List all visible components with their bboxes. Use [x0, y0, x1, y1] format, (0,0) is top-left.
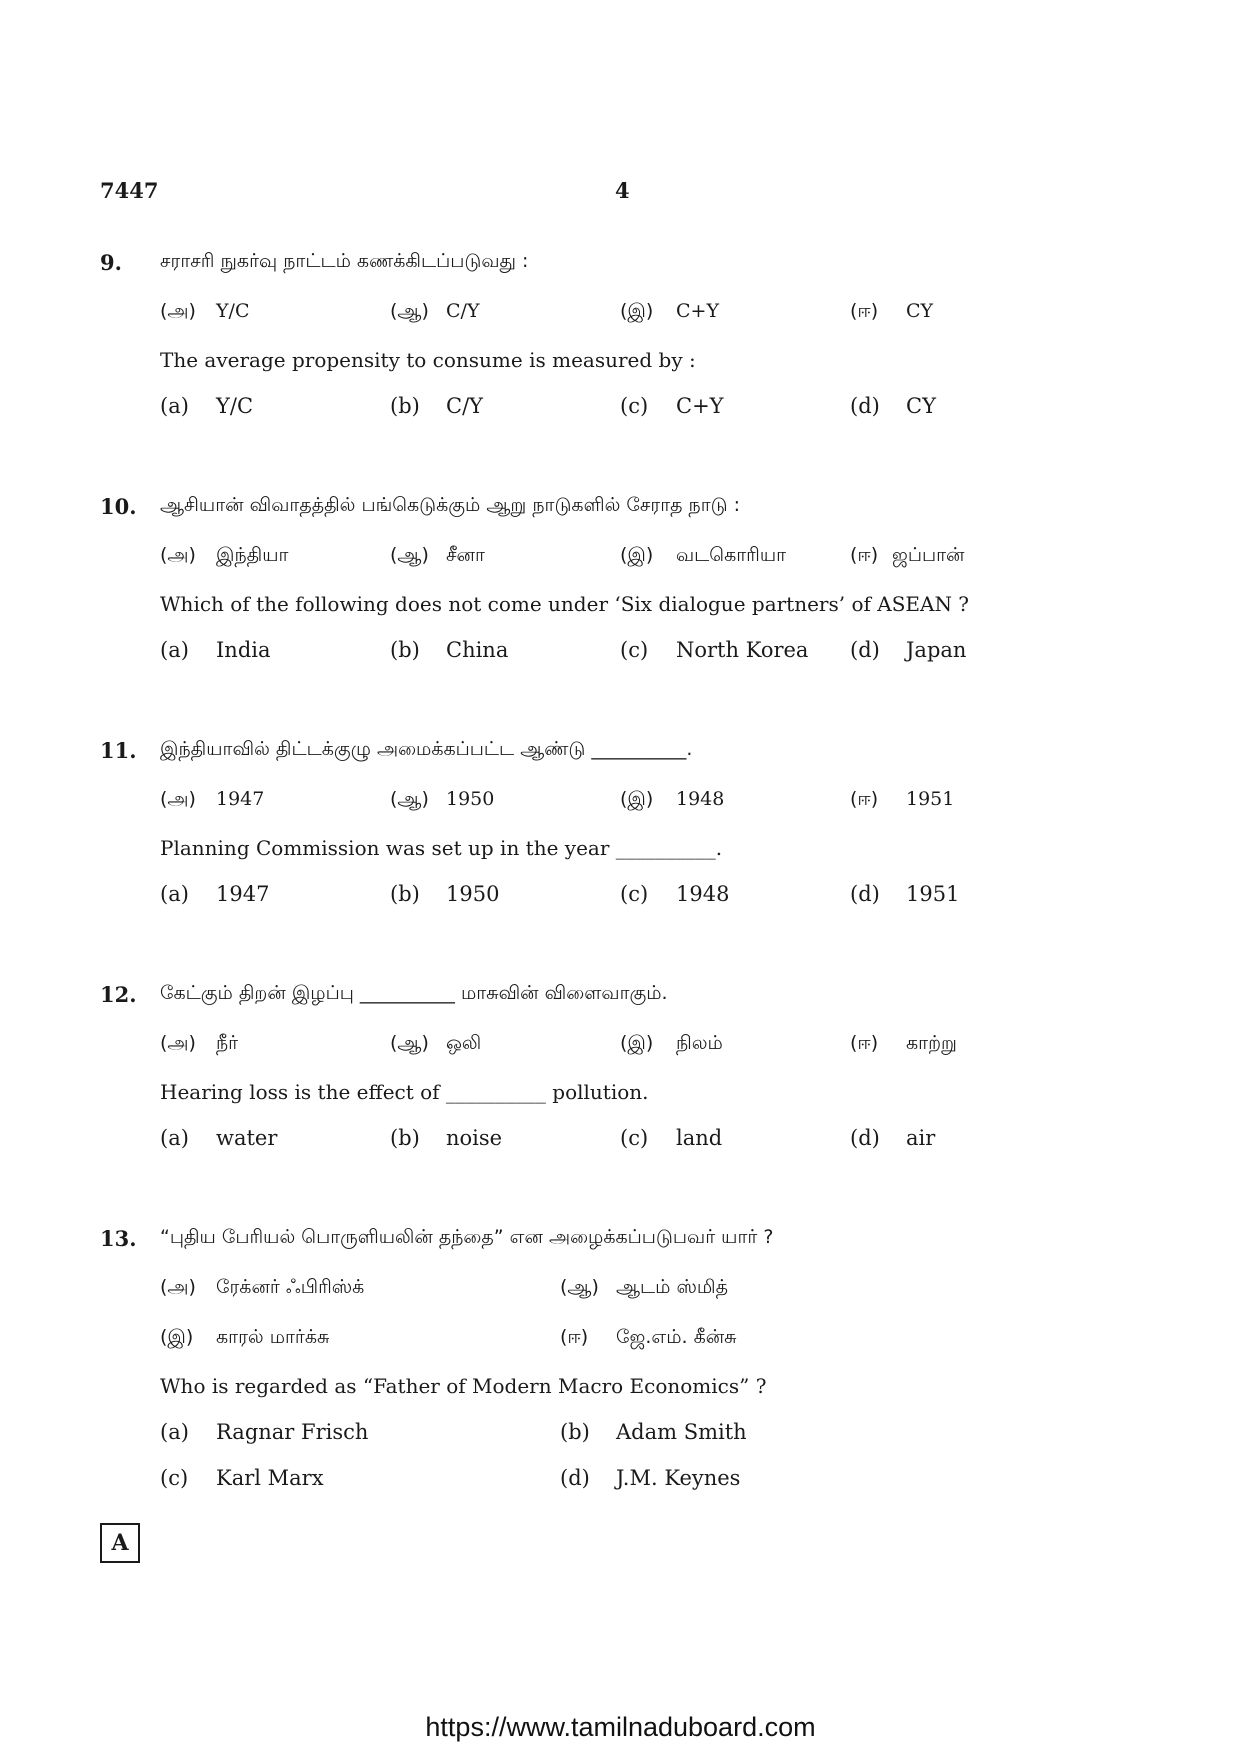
option-english[interactable]: (a) India	[160, 638, 271, 662]
option-english[interactable]: (c) 1948	[620, 882, 730, 906]
option-english[interactable]: (b) China	[390, 638, 509, 662]
question-text-tamil: “புதிய பேரியல் பொருளியலின் தந்தை” என அழைக்கப்படுபவர் யார் ?	[160, 1226, 774, 1248]
option-english[interactable]: (a) Y/C	[160, 394, 254, 418]
question-text-tamil: ஆசியான் விவாதத்தில் பங்கெடுக்கும் ஆறு நாடுகளில் சேராத நாடு :	[160, 494, 741, 516]
option-english[interactable]: (d) Japan	[850, 638, 967, 662]
question-text-tamil: இந்தியாவில் திட்டக்குழு அமைக்கப்பட்ட ஆண்டு __________.	[160, 738, 693, 760]
option-tamil[interactable]: (அ) 1947	[160, 788, 265, 810]
option-english[interactable]: (c) Karl Marx	[160, 1466, 324, 1490]
option-tamil[interactable]: (அ) இந்தியா	[160, 544, 289, 566]
question-number: 13.	[100, 1226, 137, 1251]
option-tamil[interactable]: (ஆ) C/Y	[390, 300, 480, 322]
option-tamil[interactable]: (இ) 1948	[620, 788, 725, 810]
question-text-tamil: சராசரி நுகர்வு நாட்டம் கணக்கிடப்படுவது :	[160, 250, 529, 272]
page-number: 4	[615, 178, 630, 203]
option-tamil[interactable]: (அ) Y/C	[160, 300, 250, 322]
option-tamil[interactable]: (ஆ) 1950	[390, 788, 495, 810]
option-tamil[interactable]: (ஈ) CY	[850, 300, 934, 322]
option-tamil[interactable]: (இ) வடகொரியா	[620, 544, 787, 566]
option-tamil[interactable]: (ஈ) காற்று	[850, 1032, 957, 1054]
footer-url[interactable]: https://www.tamilnaduboard.com	[425, 1712, 816, 1742]
question-number: 10.	[100, 494, 137, 519]
option-english[interactable]: (b) noise	[390, 1126, 503, 1150]
option-english[interactable]: (a) water	[160, 1126, 278, 1150]
option-english[interactable]: (a) 1947	[160, 882, 270, 906]
option-english[interactable]: (c) land	[620, 1126, 723, 1150]
question-number: 9.	[100, 250, 122, 275]
option-english[interactable]: (c) North Korea	[620, 638, 809, 662]
page-header	[100, 178, 1140, 208]
option-tamil[interactable]: (இ) காரல் மார்க்சு	[160, 1326, 330, 1348]
option-english[interactable]: (d) CY	[850, 394, 936, 418]
question-text-english: The average propensity to consume is measured by :	[160, 348, 696, 372]
option-english[interactable]: (d) 1951	[850, 882, 960, 906]
question-text-english: Planning Commission was set up in the year __________.	[160, 836, 723, 860]
option-tamil[interactable]: (ஈ) ஜே.எம். கீன்சு	[560, 1326, 737, 1348]
option-tamil[interactable]: (இ) நிலம்	[620, 1032, 723, 1054]
option-tamil[interactable]: (அ) நீர்	[160, 1032, 239, 1054]
question-text-tamil: கேட்கும் திறன் இழப்பு __________ மாசுவின் விளைவாகும்.	[160, 982, 668, 1004]
option-english[interactable]: (b) 1950	[390, 882, 500, 906]
question-text-english: Hearing loss is the effect of __________ pollution.	[160, 1080, 649, 1104]
paper-code: 7447	[100, 178, 159, 203]
option-tamil[interactable]: (ஈ) 1951	[850, 788, 955, 810]
option-english[interactable]: (d) J.M. Keynes	[560, 1466, 741, 1490]
option-tamil[interactable]: (இ) C+Y	[620, 300, 720, 322]
question-number: 12.	[100, 982, 137, 1007]
version-box: A	[100, 1523, 140, 1563]
question-text-english: Who is regarded as “Father of Modern Macro Economics” ?	[160, 1374, 767, 1398]
option-english[interactable]: (c) C+Y	[620, 394, 724, 418]
option-tamil[interactable]: (ஈ) ஜப்பான்	[850, 544, 965, 566]
option-english[interactable]: (d) air	[850, 1126, 936, 1150]
option-english[interactable]: (b) C/Y	[390, 394, 484, 418]
option-tamil[interactable]: (ஆ) சீனா	[390, 544, 485, 566]
option-english[interactable]: (a) Ragnar Frisch	[160, 1420, 369, 1444]
option-english[interactable]: (b) Adam Smith	[560, 1420, 747, 1444]
option-tamil[interactable]: (ஆ) ஆடம் ஸ்மித்	[560, 1276, 728, 1298]
question-number: 11.	[100, 738, 137, 763]
question-text-english: Which of the following does not come under ‘Six dialogue partners’ of ASEAN ?	[160, 592, 970, 616]
option-tamil[interactable]: (ஆ) ஒலி	[390, 1032, 482, 1054]
option-tamil[interactable]: (அ) ரேக்னர் ஃபிரிஸ்க்	[160, 1276, 365, 1298]
